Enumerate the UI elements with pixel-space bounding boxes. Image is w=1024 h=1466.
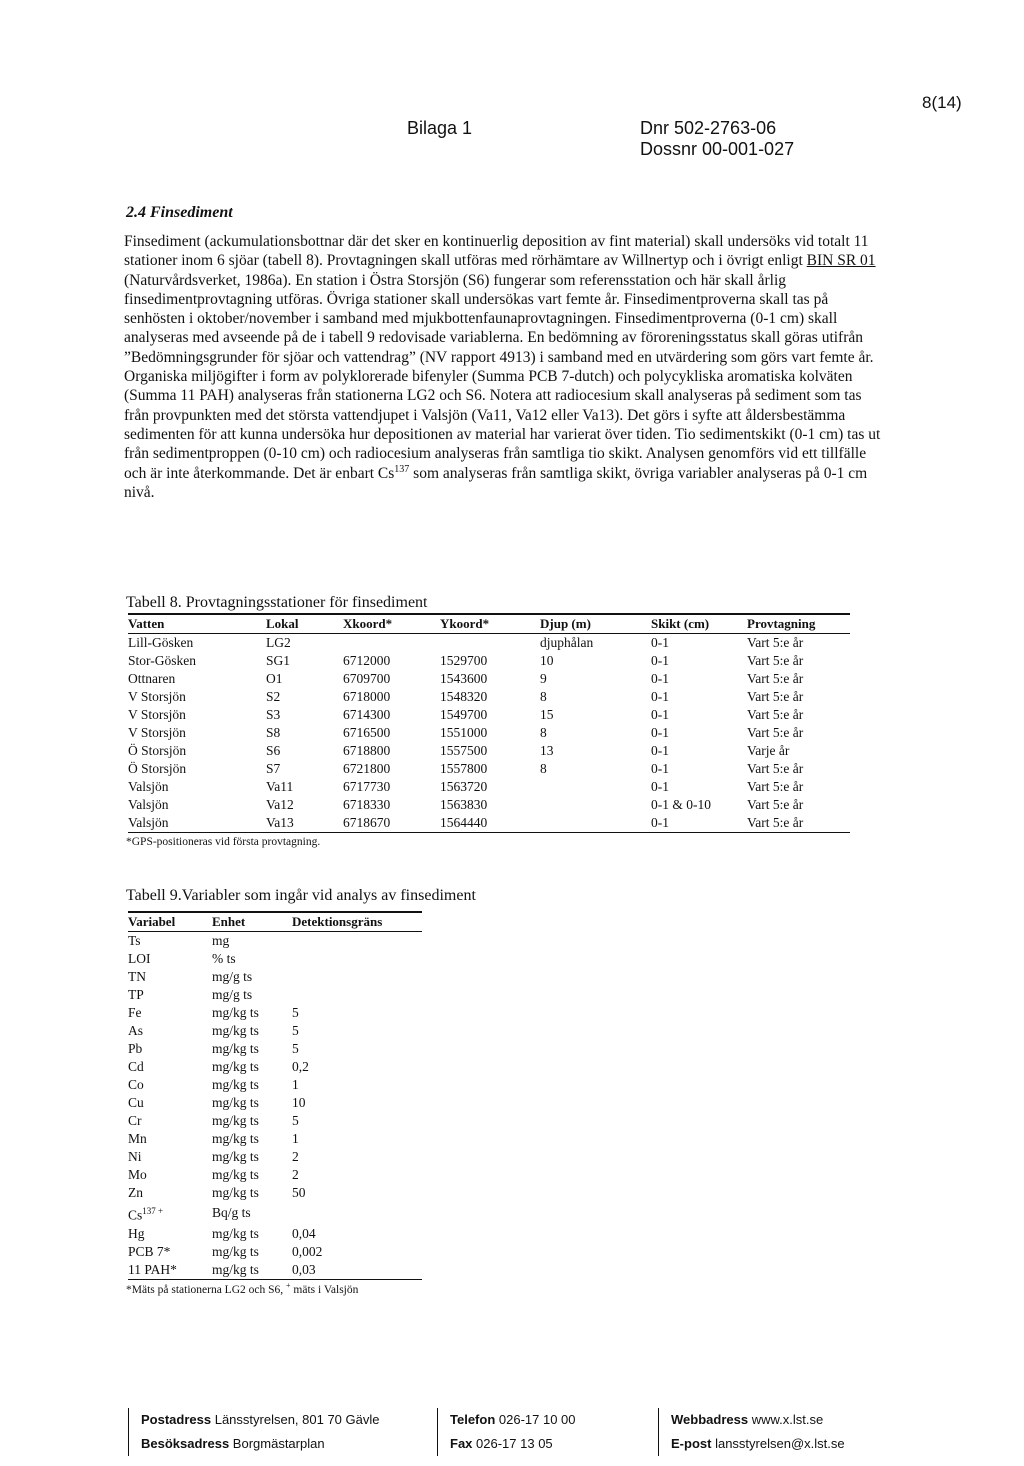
table9-cell: 0,2 (292, 1059, 309, 1074)
table8-cell (343, 634, 440, 653)
table9-cell: Cu (128, 1095, 144, 1110)
table8-cell: V Storsjön (128, 707, 186, 722)
table9-cell: mg/kg ts (212, 1243, 259, 1259)
table8-row (128, 652, 850, 670)
table9-header-cell: Enhet (212, 912, 292, 932)
table8-cell: 1529700 (440, 653, 488, 668)
table9-cell: Ts (128, 932, 212, 951)
footer-webbadress (671, 1408, 845, 1432)
footer-postadress (141, 1408, 380, 1432)
table8-row (128, 706, 850, 724)
section-heading: 2.4 Finsediment (126, 204, 233, 221)
table8-cell: 1543600 (440, 671, 488, 686)
table9-cell: 5 (292, 1113, 299, 1128)
footer-fax (450, 1432, 576, 1456)
table9-cell: Fe (128, 1005, 142, 1020)
table9-cell: 0,002 (292, 1243, 323, 1259)
table8-cell: Valsjön (128, 779, 169, 794)
footer-fax-label: Fax (450, 1436, 473, 1451)
table8-cell (440, 634, 540, 653)
table9-row (128, 1004, 422, 1022)
table9-cell: 2 (292, 1149, 299, 1164)
table8-header-cell: Xkoord* (343, 614, 440, 634)
table8-cell: S8 (266, 725, 281, 740)
table8-header-cell: Skikt (cm) (651, 614, 747, 634)
table8-cell: Vart 5:e år (747, 725, 804, 740)
table8-cell: V Storsjön (128, 689, 186, 704)
table9-cell: 1 (292, 1077, 299, 1092)
table9-cell: mg/kg ts (212, 1131, 259, 1146)
table9-cell: Cd (128, 1059, 144, 1074)
table8-cell: 8 (540, 689, 547, 704)
table9-cell: LOI (128, 951, 151, 966)
table9-row (128, 1076, 422, 1094)
table9-cell: Hg (128, 1225, 145, 1241)
table9-row (128, 1130, 422, 1148)
table9-cell: TN (128, 969, 146, 984)
attachment-label: Bilaga 1 (407, 118, 473, 138)
table8-cell: V Storsjön (128, 725, 186, 740)
footer-fax-value: 026-17 13 05 (476, 1436, 553, 1451)
table8-cell: Ö Storsjön (128, 743, 187, 758)
table8-cell: O1 (266, 671, 283, 686)
table9-cell: Ni (128, 1149, 142, 1164)
footer-postadress-label: Postadress (141, 1412, 212, 1427)
table8-cell (540, 796, 651, 814)
table9-cell: mg/kg ts (212, 1185, 259, 1200)
table9-cell: mg/kg ts (212, 1149, 259, 1164)
table8-cell: 9 (540, 671, 547, 686)
table8-cell: Vart 5:e år (747, 689, 804, 704)
footer-besoksadress-value: Borgmästarplan (232, 1436, 325, 1451)
table9-cell: mg/kg ts (212, 1059, 259, 1074)
table9-row (128, 1243, 422, 1261)
table8-cell: 0-1 (651, 725, 669, 740)
footer-epost-label: E-post (671, 1436, 712, 1451)
table8-cell: Vart 5:e år (747, 653, 804, 668)
isotope-superscript: 137 (394, 463, 410, 475)
table8-cell: 0-1 (651, 761, 669, 776)
table9-cell: $Cs^{137 +}$ (128, 1206, 164, 1223)
table8-cell: 15 (540, 707, 554, 722)
table9-row (128, 1202, 422, 1225)
table8-row (128, 634, 850, 653)
footer-phone-column (437, 1408, 576, 1456)
table9-cell: PCB 7* (128, 1243, 171, 1259)
table8-cell: 0-1 (651, 671, 669, 686)
table9-body (128, 932, 422, 1280)
table8-header-cell: Vatten (128, 614, 266, 634)
table8-cell: 6714300 (343, 707, 391, 722)
table8-cell: 0-1 (651, 653, 669, 668)
table8-cell: 6721800 (343, 761, 391, 776)
table8-cell: Vart 5:e år (747, 797, 804, 812)
table9-cell: mg/kg ts (212, 1225, 259, 1241)
table9-cell: 50 (292, 1185, 306, 1200)
table9-row (128, 1094, 422, 1112)
table8-row (128, 724, 850, 742)
table8-cell: 6709700 (343, 671, 391, 686)
table9-header-row (128, 912, 422, 932)
body-part-1: Finsediment (ackumulationsbottnar där det sker en kontinuerlig deposition av fint material) skall undersöks vid totalt 11 stationer inom 6 sjöar (tabell 8). Provtagningen skall utföras med rörhämtare av Willnertyp och i övrigt enligt (124, 233, 869, 270)
table8-cell: djuphålan (540, 634, 651, 653)
table8-cell: Vart 5:e år (747, 707, 804, 722)
table9-cell: 2 (292, 1167, 299, 1182)
table9-cell: 0,03 (292, 1261, 422, 1280)
table8-cell: 1548320 (440, 689, 488, 704)
table9-cell (292, 932, 422, 951)
table8-cell: Vart 5:e år (747, 671, 804, 686)
table8-cell: 0-1 (651, 689, 669, 704)
table9-note-part-a: *Mäts på stationerna LG2 och S6, (126, 1283, 287, 1296)
table8-cell: 0-1 (651, 634, 747, 653)
dnr-number: Dnr 502-2763-06 (640, 118, 777, 138)
table9-cell: Zn (128, 1185, 143, 1200)
table8-cell: 6716500 (343, 725, 391, 740)
table9-cell: 0,04 (292, 1225, 316, 1241)
table8-cell: Stor-Gösken (128, 653, 196, 668)
table9-cell: mg/kg ts (212, 1261, 292, 1280)
table8-cell: 0-1 (651, 779, 669, 794)
table8-cell: 6718800 (343, 743, 391, 758)
table8-cell: 13 (540, 743, 554, 758)
table8-cell: 8 (540, 725, 547, 740)
footer-telefon-label: Telefon (450, 1412, 496, 1427)
table8-cell: Vart 5:e år (747, 761, 804, 776)
table8-cell: 6718670 (343, 814, 440, 833)
footer-web-column (658, 1408, 845, 1456)
table9-row (128, 932, 422, 951)
table9-cell (292, 986, 422, 1004)
table8-row (128, 670, 850, 688)
table9-row (128, 1148, 422, 1166)
body-part-3: som analyseras från samtliga skikt, övriga variabler analyseras på 0-1 cm nivå. (124, 464, 868, 501)
table8-cell: 1549700 (440, 707, 488, 722)
table8-cell: Vart 5:e år (747, 634, 850, 653)
table8-cell: Ö Storsjön (128, 761, 187, 776)
table8-cell: SG1 (266, 653, 291, 668)
cs-isotope-superscript: 137 + (142, 1206, 164, 1216)
table9-row (128, 950, 422, 968)
table9-cell: TP (128, 987, 144, 1002)
table8-cell: LG2 (266, 634, 343, 653)
table9-cell: As (128, 1023, 144, 1038)
table8-note: *GPS-positioneras vid första provtagning. (126, 836, 321, 848)
table8-header-cell: Ykoord* (440, 614, 540, 634)
reference-link: BIN SR 01 (806, 252, 876, 270)
table9 (128, 911, 422, 1280)
table9-cell: Co (128, 1077, 144, 1092)
table8-cell: S3 (266, 707, 281, 722)
table8 (128, 613, 850, 833)
table9-row (128, 1022, 422, 1040)
table9-row (128, 1225, 422, 1243)
body-part-2: (Naturvårdsverket, 1986a). En station i Östra Storsjön (S6) fungerar som referensstation och här skall årlig finsedimentprovtagning utföras. Övriga stationer skall undersökas vart femte år. Finsedimentproverna skall tas på senhösten i oktober/november i samband med mjukbottenfaunaprovtagningen. Finsedimentproverna (0-1 cm) skall analyseras med avseende på de i tabell 9 redovisade variablerna. En bedömning av föroreningsstatus skall göras utifrån ”Bedömningsgrunder för sjöar och vattendrag” (NV rapport 4913) i samband med en utvärdering som görs vart femte år. Organiska miljögifter i form av polyklorerade bifenyler (Summa PCB 7-dutch) och polycykliska aromatiska kolväten (Summa 11 PAH) analyseras från stationerna LG2 och S6. Notera att radiocesium skall analyseras på sediment som tas från provpunkten med det största vattendjupet i Valsjön (Va11, Va12 eller Va13). Det görs i syfte att åldersbestämma sedimenten för att kunna undersöka hur depositionen av material har varierat över tiden. Tio sedimentskikt (0-1 cm) tas ut från sedimentproppen (0-10 cm) och radiocesium analyseras från samtliga tio skikt. Analysen genomförs vid ett tillfälle och är inte återkommande. Det är enbart Cs (124, 271, 881, 482)
table8-cell: Valsjön (128, 814, 266, 833)
table9-cell (292, 968, 422, 986)
table8-cell: Lill-Gösken (128, 634, 266, 653)
table8-row (128, 778, 850, 796)
table8-row (128, 742, 850, 760)
table9-row (128, 1058, 422, 1076)
table9-row (128, 1112, 422, 1130)
table9-cell (292, 950, 422, 968)
table9-row (128, 986, 422, 1004)
table9-cell (292, 1202, 422, 1225)
table8-cell: Vart 5:e år (747, 814, 850, 833)
section-body (124, 232, 884, 502)
footer-epost-value: lansstyrelsen@x.lst.se (715, 1436, 845, 1451)
table8-cell: 0-1 (651, 743, 669, 758)
table8-cell: S2 (266, 689, 281, 704)
table9-cell: mg/kg ts (212, 1113, 259, 1128)
table9-row (128, 968, 422, 986)
dossnr-number: Dossnr 00-001-027 (640, 139, 795, 159)
table8-caption: Tabell 8. Provtagningsstationer för finsediment (126, 594, 428, 611)
table8-header-cell: Djup (m) (540, 614, 651, 634)
table8-header-cell: Lokal (266, 614, 343, 634)
table8-cell: Ottnaren (128, 671, 176, 686)
table9-caption: Tabell 9.Variabler som ingår vid analys av finsediment (126, 887, 476, 904)
table8-row (128, 814, 850, 833)
table9-row (128, 1184, 422, 1202)
footer-besoksadress-label: Besöksadress (141, 1436, 230, 1451)
table9-cell: Cr (128, 1113, 142, 1128)
table9-cell: mg/kg ts (212, 1077, 259, 1092)
table8-cell: 6718000 (343, 689, 391, 704)
table9-cell: 10 (292, 1095, 306, 1110)
table9-cell: mg/g ts (212, 987, 253, 1002)
table8-cell: 1557500 (440, 743, 488, 758)
table8-cell: Valsjön (128, 797, 169, 812)
footer-webbadress-value: www.x.lst.se (751, 1412, 824, 1427)
table8-row (128, 688, 850, 706)
table8-cell: 0-1 (651, 707, 669, 722)
table8-cell: Va13 (266, 814, 343, 833)
table8-header-cell: Provtagning (747, 614, 850, 634)
table9-cell: mg/kg ts (212, 1023, 259, 1038)
table9-cell: Mo (128, 1167, 147, 1182)
table9-cell: mg/kg ts (212, 1167, 259, 1182)
table9-cell: mg/kg ts (212, 1005, 259, 1020)
table8-cell: S6 (266, 743, 281, 758)
table8-cell: 1564440 (440, 814, 540, 833)
footer-postadress-value: Länsstyrelsen, 801 70 Gävle (214, 1412, 380, 1427)
table9-note-superscript: + (286, 1281, 291, 1290)
table8-cell: 0-1 & 0-10 (651, 797, 711, 812)
table9-cell: Mn (128, 1131, 147, 1146)
table8-row (128, 760, 850, 778)
table8-cell: 6712000 (343, 653, 391, 668)
table8-cell: 6718330 (343, 797, 391, 812)
table9-header-cell: Detektionsgräns (292, 912, 422, 932)
page-footer (0, 1408, 1024, 1458)
table8-cell (540, 778, 651, 796)
table9-cell: 11 PAH* (128, 1261, 212, 1280)
table9-row (128, 1261, 422, 1280)
table8-cell: S7 (266, 761, 281, 776)
document-numbers (640, 118, 794, 160)
footer-telefon (450, 1408, 576, 1432)
footer-address-column (128, 1408, 380, 1456)
table8-row (128, 796, 850, 814)
table9-cell: 5 (292, 1005, 299, 1020)
table8-cell (540, 814, 651, 833)
footer-webbadress-label: Webbadress (671, 1412, 749, 1427)
table9-row (128, 1166, 422, 1184)
table9-cell: mg/g ts (212, 969, 253, 984)
footer-telefon-value: 026-17 10 00 (498, 1412, 576, 1427)
table8-cell: Va12 (266, 797, 294, 812)
table9-note-part-b: mäts i Valsjön (290, 1283, 359, 1296)
table8-header-row (128, 614, 850, 634)
table8-cell: 1551000 (440, 725, 488, 740)
footer-epost (671, 1432, 845, 1456)
table9-cell: mg (212, 932, 292, 951)
table9-cell: Bq/g ts (212, 1205, 251, 1221)
table9-cell: mg/kg ts (212, 1095, 259, 1110)
table8-cell: 8 (540, 761, 547, 776)
table9-cell: % ts (212, 951, 236, 966)
table9-note (126, 1281, 358, 1296)
table8-body (128, 634, 850, 833)
table8-cell: Vart 5:e år (747, 779, 804, 794)
table8-cell: 10 (540, 653, 554, 668)
table9-cell: 5 (292, 1023, 299, 1038)
table9-cell: 1 (292, 1131, 299, 1146)
table8-cell: Va11 (266, 779, 294, 794)
table8-cell: Varje år (747, 743, 790, 758)
table8-cell: 1563720 (440, 779, 488, 794)
footer-besoksadress (141, 1432, 380, 1456)
page-number: 8(14) (922, 93, 962, 112)
table9-cell: 5 (292, 1041, 299, 1056)
table9-cell: Pb (128, 1041, 143, 1056)
table8-cell: 1557800 (440, 761, 488, 776)
table9-header-cell: Variabel (128, 912, 212, 932)
table8-cell: 6717730 (343, 779, 391, 794)
table8-cell: 1563830 (440, 797, 488, 812)
table9-cell: mg/kg ts (212, 1041, 259, 1056)
table8-cell: 0-1 (651, 814, 747, 833)
table9-row (128, 1040, 422, 1058)
